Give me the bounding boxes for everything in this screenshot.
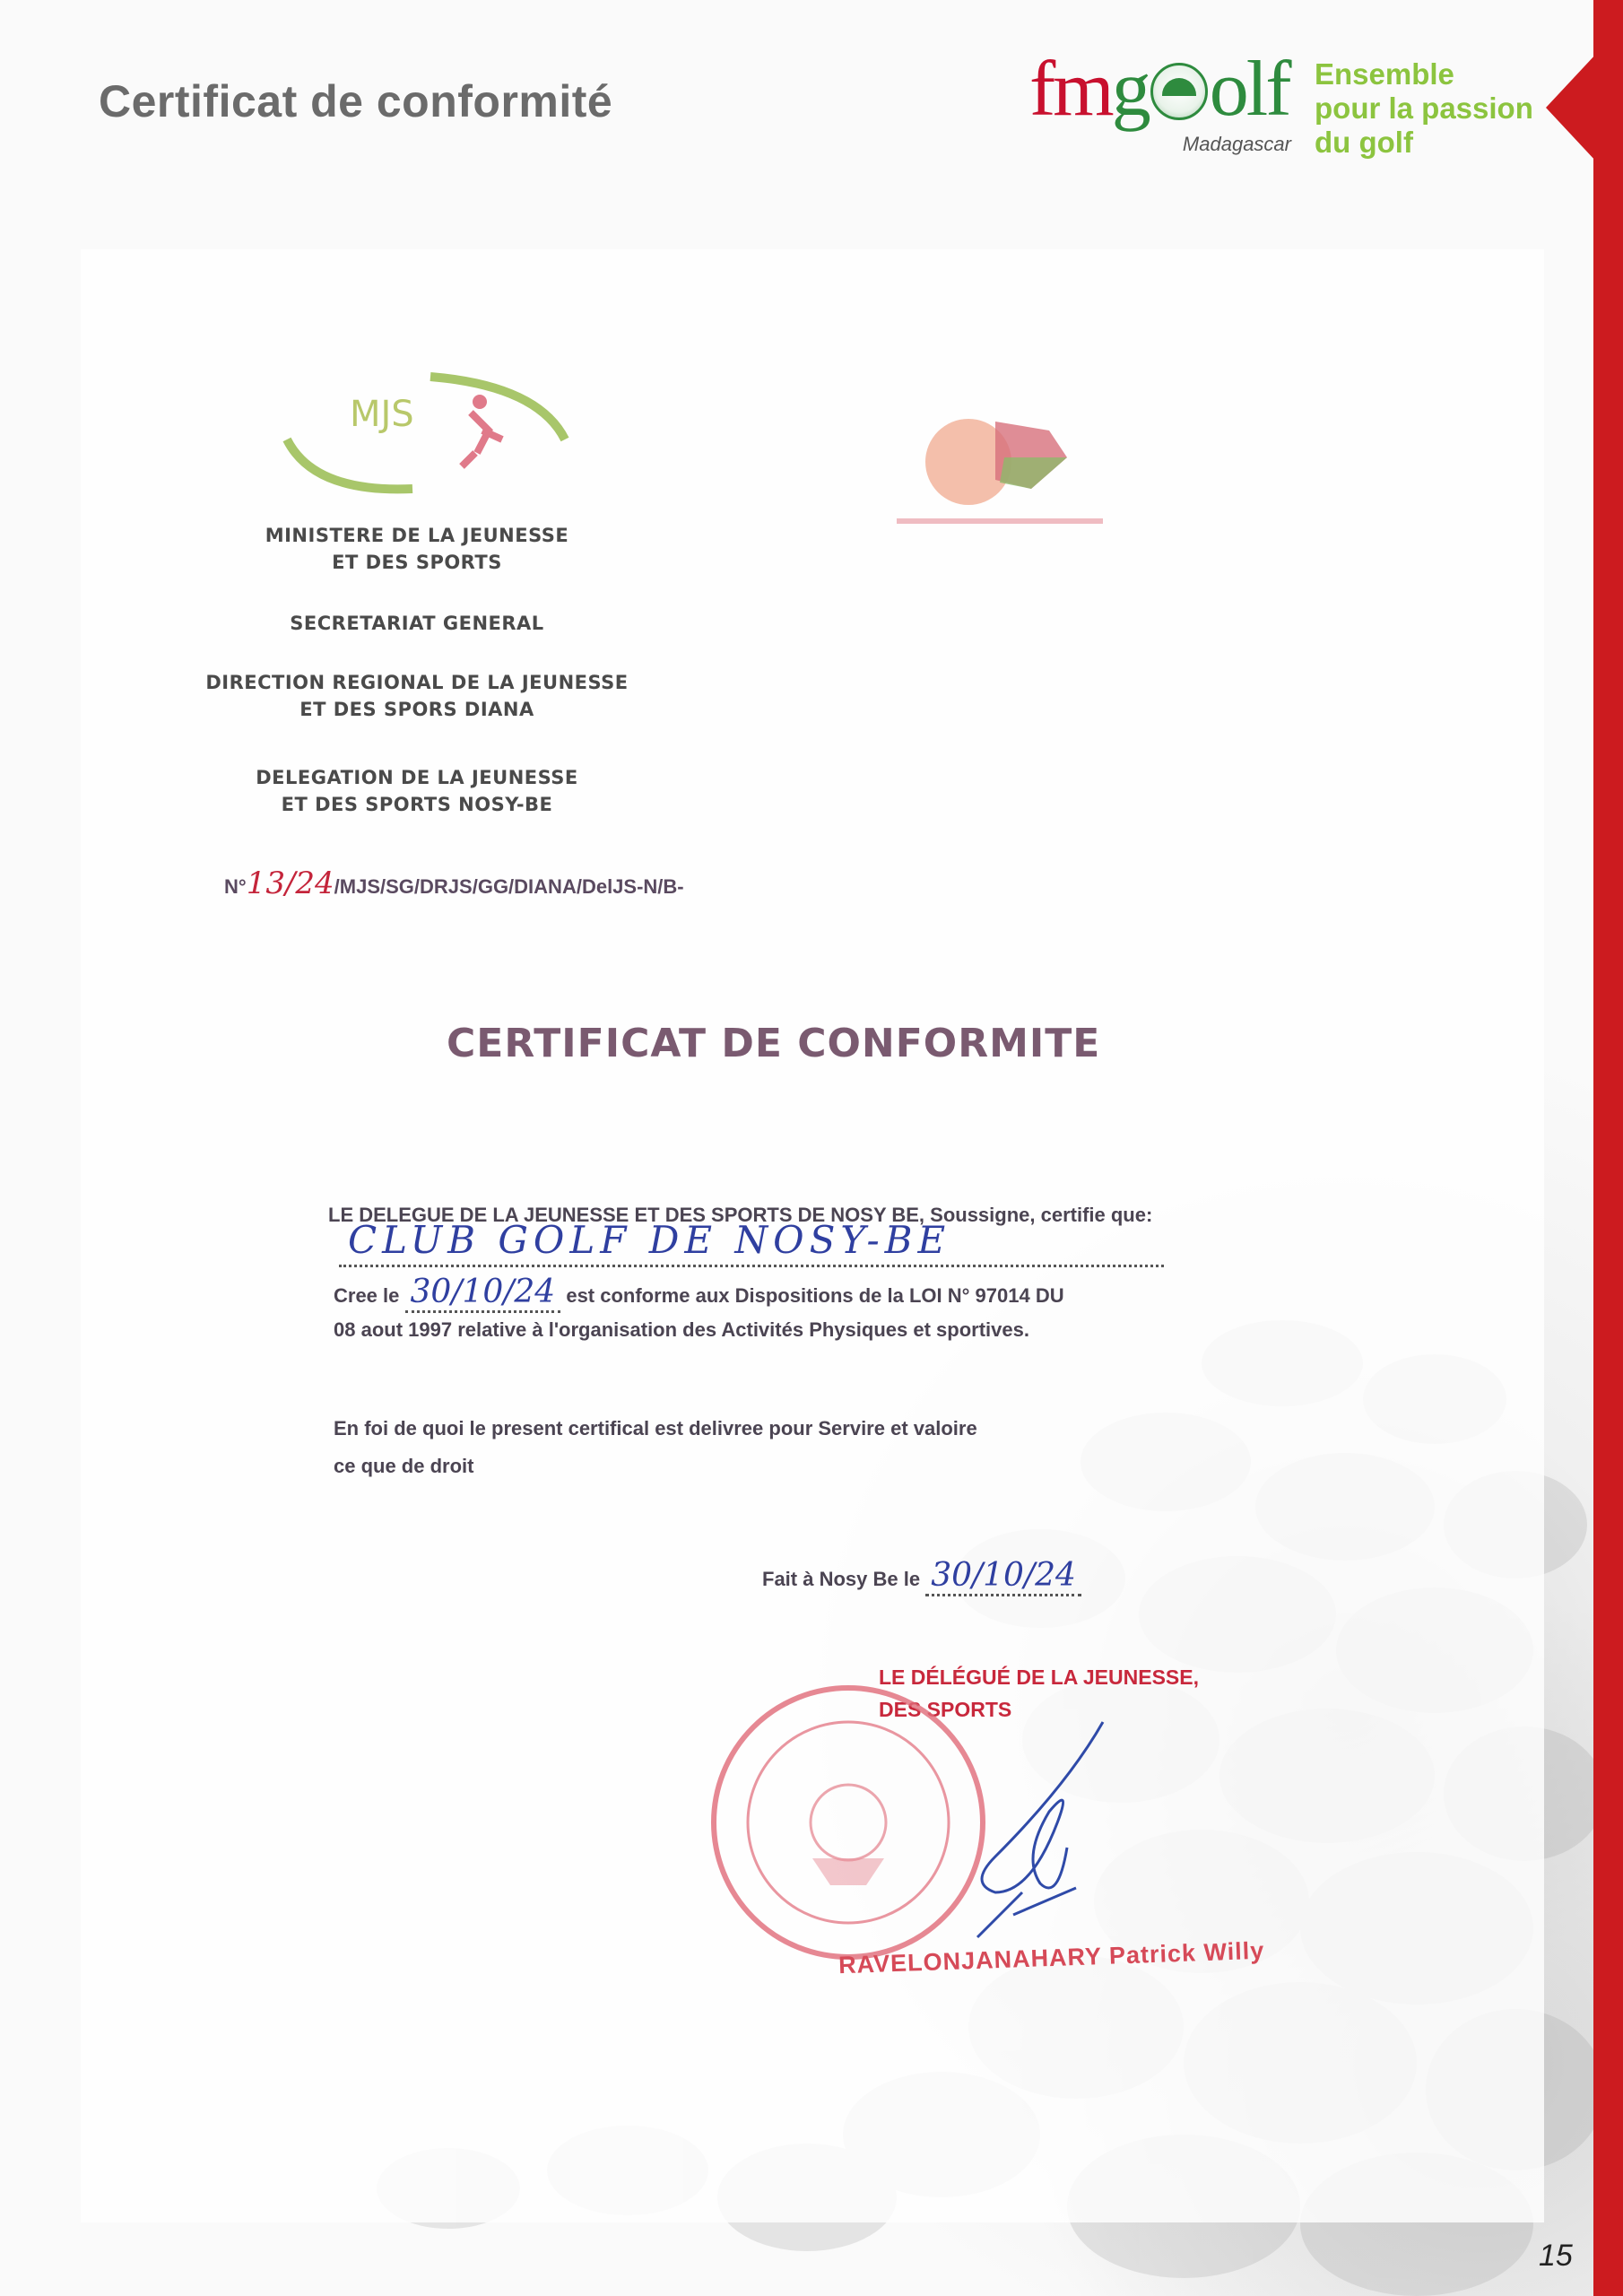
delegation-heading (206, 764, 628, 818)
created-date: 30/10/24 (405, 1274, 561, 1313)
logo-fm: fm (1029, 46, 1112, 133)
intro-line: LE DELEGUE DE LA JEUNESSE ET DES SPORTS DE NOSY BE, Soussigne, certifie que: (328, 1204, 1153, 1226)
ref-suffix: /MJS/SG/DRJS/GG/DIANA/DelJS-N/B- (334, 875, 684, 898)
secretariat-heading: SECRETARIAT GENERAL (290, 613, 544, 634)
direction-line: DIRECTION REGIONAL DE LA JEUNESSE (205, 672, 629, 693)
delegation-line: ET DES SPORTS NOSY-BE (281, 794, 553, 815)
accent-arrow (1546, 54, 1596, 161)
done-at-line (762, 1557, 1081, 1594)
ref-handwritten: 13/24 (246, 865, 334, 901)
ministry-heading (206, 522, 628, 576)
republic-emblem (897, 395, 1112, 547)
mjs-logo-label: MJS (350, 394, 414, 435)
delegue-line: LE DÉLÉGUÉ DE LA JEUNESSE, (879, 1665, 1199, 1689)
closing-line: En foi de quoi le present certifical est delivree pour Servire et valoire (334, 1417, 977, 1439)
delegation-line: DELEGATION DE LA JEUNESSE (256, 767, 578, 788)
club-name: CLUB GOLF DE NOSY-BE (348, 1218, 951, 1262)
page-title: Certificat de conformité (99, 76, 613, 126)
direction-line: ET DES SPORS DIANA (299, 699, 534, 720)
ministry-line: ET DES SPORTS (332, 552, 502, 573)
tagline-line: du golf (1315, 126, 1413, 159)
done-at-label: Fait à Nosy Be le (762, 1568, 921, 1590)
law-line: 08 aout 1997 relative à l'organisation des Activités Physiques et sportives. (334, 1318, 1029, 1341)
tagline-line: Ensemble (1315, 57, 1454, 91)
accent-band (1593, 0, 1623, 2296)
logo-olf: olf (1209, 46, 1289, 133)
delegue-line: DES SPORTS (879, 1698, 1012, 1721)
signer-name: RAVELONJANAHARY Patrick Willy (838, 1936, 1265, 1979)
page-number: 15 (1539, 2239, 1573, 2273)
closing-line: ce que de droit (334, 1455, 474, 1477)
logo-g: g (1111, 46, 1149, 133)
club-name-line (339, 1218, 1164, 1267)
certificate-title: CERTIFICAT DE CONFORMITE (447, 1021, 1101, 1066)
fmgolf-logo (1029, 46, 1298, 167)
ministry-line: MINISTERE DE LA JEUNESSE (265, 525, 569, 546)
logo-subtext: Madagascar (1182, 133, 1291, 155)
created-suffix: est conforme aux Dispositions de la LOI N° 97014 DU (566, 1284, 1064, 1307)
mjs-logo (278, 368, 574, 502)
reference-number (224, 865, 684, 901)
done-date: 30/10/24 (925, 1557, 1081, 1596)
direction-heading (197, 669, 637, 723)
created-line (334, 1274, 1064, 1310)
ref-prefix: N° (224, 875, 247, 898)
tagline (1315, 57, 1533, 160)
created-prefix: Cree le (334, 1284, 400, 1307)
golf-ball-icon (1150, 63, 1208, 120)
tagline-line: pour la passion (1315, 91, 1533, 125)
official-stamp (705, 1679, 992, 1966)
signature (959, 1713, 1139, 1946)
